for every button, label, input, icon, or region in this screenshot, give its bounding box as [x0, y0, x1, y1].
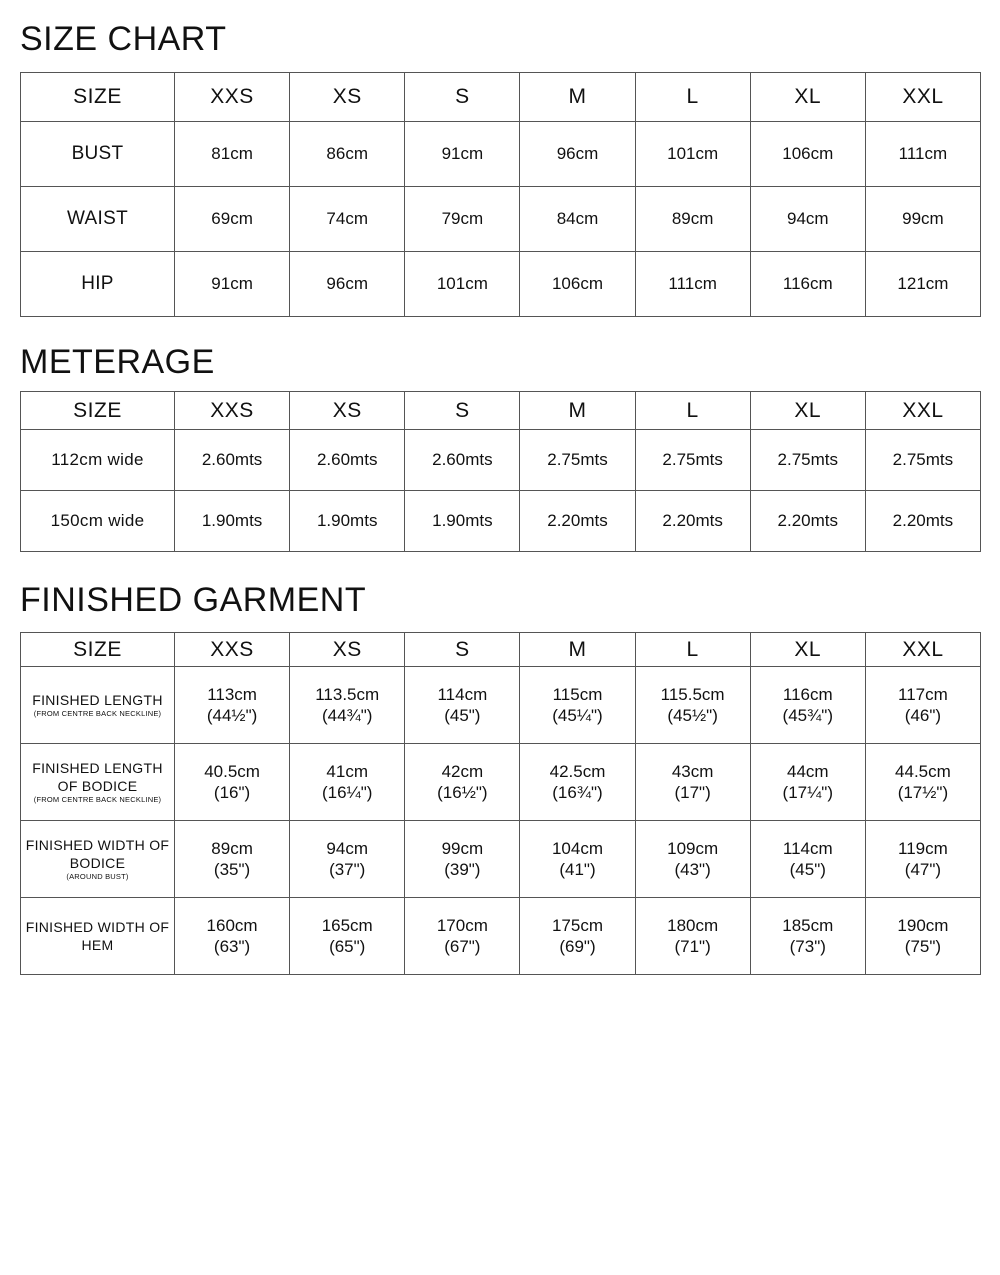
- table-row: [21, 252, 981, 317]
- table-cell: [405, 744, 520, 821]
- header-cell: SIZE: [21, 392, 175, 430]
- table-cell: 2.20mts: [750, 491, 865, 552]
- table-cell: 101cm: [405, 252, 520, 317]
- table-cell: 74cm: [290, 187, 405, 252]
- value-cm: 175cm: [551, 916, 603, 935]
- value-cm: 109cm: [667, 839, 719, 858]
- table-cell: 2.75mts: [520, 430, 635, 491]
- table-cell: [175, 744, 290, 821]
- value-inches: (45¼"): [552, 706, 603, 725]
- table-cell: [865, 744, 980, 821]
- table-row: [21, 122, 981, 187]
- value-inches: (47"): [904, 860, 942, 879]
- table-cell: [520, 898, 635, 975]
- value-inches: (39"): [444, 860, 481, 879]
- table-cell: 121cm: [865, 252, 980, 317]
- header-cell: M: [520, 73, 635, 122]
- table-cell: 89cm: [635, 187, 750, 252]
- value-inches: (69"): [559, 937, 596, 956]
- row-label: WAIST: [21, 187, 175, 252]
- value-inches: (35"): [213, 860, 251, 879]
- value-cm: 44cm: [786, 762, 829, 781]
- table-cell: 96cm: [290, 252, 405, 317]
- header-cell: XL: [750, 392, 865, 430]
- meterage-title: METERAGE: [20, 343, 215, 381]
- row-label: HIP: [21, 252, 175, 317]
- header-cell: XS: [290, 73, 405, 122]
- table-cell: [175, 898, 290, 975]
- table-cell: 91cm: [405, 122, 520, 187]
- value-cm: 89cm: [211, 839, 253, 858]
- size-chart-title: SIZE CHART: [20, 20, 227, 58]
- header-cell: XS: [290, 633, 405, 667]
- header-cell: S: [405, 633, 520, 667]
- value-inches: (45"): [444, 706, 481, 725]
- finished-garment-header: [21, 633, 981, 667]
- table-cell: 111cm: [865, 122, 980, 187]
- finished-garment-body: [21, 667, 981, 975]
- value-inches: (46"): [904, 706, 942, 725]
- value-cm: 42cm: [441, 762, 484, 781]
- table-cell: 1.90mts: [405, 491, 520, 552]
- table-cell: [290, 667, 405, 744]
- table-cell: 111cm: [635, 252, 750, 317]
- header-row: [21, 633, 981, 667]
- header-cell: XL: [750, 633, 865, 667]
- table-cell: [750, 821, 865, 898]
- value-inches: (37"): [329, 860, 366, 879]
- table-cell: [405, 821, 520, 898]
- header-cell: XXS: [175, 73, 290, 122]
- header-cell: XS: [290, 392, 405, 430]
- row-label-text: FINISHED LENGTH: [32, 692, 163, 708]
- value-cm: 41cm: [326, 762, 368, 781]
- row-label-text: FINISHED WIDTH OF HEM: [25, 919, 170, 953]
- value-cm: 165cm: [321, 916, 373, 935]
- row-label-text: FINISHED LENGTH OF BODICE: [32, 760, 163, 794]
- finished-garment-table: [20, 632, 981, 975]
- table-cell: [635, 667, 750, 744]
- header-cell: M: [520, 633, 635, 667]
- table-row: [21, 667, 981, 744]
- value-cm: 190cm: [897, 916, 949, 935]
- table-cell: [865, 667, 980, 744]
- table-cell: [635, 821, 750, 898]
- table-cell: 2.60mts: [405, 430, 520, 491]
- header-row: [21, 73, 981, 122]
- table-row: [21, 187, 981, 252]
- header-cell: XXL: [865, 392, 980, 430]
- header-cell: L: [635, 392, 750, 430]
- table-cell: 2.20mts: [865, 491, 980, 552]
- table-cell: [290, 744, 405, 821]
- value-inches: (17"): [674, 783, 711, 802]
- value-cm: 119cm: [898, 839, 948, 858]
- value-cm: 160cm: [206, 916, 258, 935]
- table-cell: [865, 898, 980, 975]
- value-inches: (75"): [904, 937, 942, 956]
- header-cell: S: [405, 392, 520, 430]
- table-row: [21, 430, 981, 491]
- header-cell: XXS: [175, 392, 290, 430]
- header-cell: SIZE: [21, 73, 175, 122]
- table-cell: 2.60mts: [290, 430, 405, 491]
- table-row: [21, 491, 981, 552]
- meterage-table: [20, 391, 981, 552]
- value-cm: 40.5cm: [204, 762, 260, 781]
- value-cm: 115cm: [552, 685, 603, 704]
- header-cell: XXL: [865, 633, 980, 667]
- value-cm: 180cm: [667, 916, 719, 935]
- table-cell: 2.75mts: [865, 430, 980, 491]
- row-label-note: (FROM CENTRE BACK NECKLINE): [33, 709, 162, 718]
- table-cell: [750, 667, 865, 744]
- table-cell: 2.75mts: [750, 430, 865, 491]
- table-cell: 99cm: [865, 187, 980, 252]
- row-label: [21, 821, 175, 898]
- header-cell: L: [635, 73, 750, 122]
- table-cell: [520, 821, 635, 898]
- value-inches: (45"): [789, 860, 826, 879]
- table-row: [21, 744, 981, 821]
- row-label: 112cm wide: [21, 430, 175, 491]
- table-cell: [175, 821, 290, 898]
- value-cm: 113cm: [207, 685, 257, 704]
- table-cell: [520, 667, 635, 744]
- value-inches: (45¾"): [782, 706, 833, 725]
- row-label: [21, 898, 175, 975]
- header-cell: XL: [750, 73, 865, 122]
- table-cell: 2.75mts: [635, 430, 750, 491]
- value-inches: (16½"): [437, 783, 488, 802]
- value-inches: (65"): [329, 937, 366, 956]
- row-label: [21, 744, 175, 821]
- value-inches: (17½"): [897, 783, 949, 802]
- value-cm: 170cm: [436, 916, 488, 935]
- size-chart-header: [21, 73, 981, 122]
- table-cell: 94cm: [750, 187, 865, 252]
- value-cm: 185cm: [782, 916, 834, 935]
- table-cell: 86cm: [290, 122, 405, 187]
- header-cell: M: [520, 392, 635, 430]
- value-inches: (44½"): [206, 706, 258, 725]
- value-cm: 115.5cm: [660, 685, 725, 704]
- header-cell: S: [405, 73, 520, 122]
- value-cm: 113.5cm: [315, 685, 380, 704]
- finished-garment-title: FINISHED GARMENT: [20, 581, 367, 619]
- value-inches: (73"): [789, 937, 826, 956]
- table-cell: [635, 744, 750, 821]
- row-label: 150cm wide: [21, 491, 175, 552]
- value-cm: 42.5cm: [549, 762, 606, 781]
- value-inches: (63"): [213, 937, 251, 956]
- table-cell: 106cm: [520, 252, 635, 317]
- table-cell: [290, 821, 405, 898]
- value-inches: (41"): [559, 860, 596, 879]
- row-label-note: (AROUND BUST): [66, 872, 129, 881]
- value-inches: (16"): [213, 783, 251, 802]
- table-cell: 101cm: [635, 122, 750, 187]
- table-cell: 106cm: [750, 122, 865, 187]
- value-inches: (16¼"): [321, 783, 373, 802]
- size-chart-table: [20, 72, 981, 317]
- value-cm: 44.5cm: [895, 762, 951, 781]
- value-cm: 104cm: [551, 839, 603, 858]
- table-cell: 81cm: [175, 122, 290, 187]
- header-cell: XXL: [865, 73, 980, 122]
- value-inches: (44¾"): [321, 706, 373, 725]
- table-row: [21, 898, 981, 975]
- table-row: [21, 821, 981, 898]
- header-row: [21, 392, 981, 430]
- value-cm: 116cm: [782, 685, 833, 704]
- table-cell: 2.20mts: [635, 491, 750, 552]
- value-cm: 43cm: [671, 762, 714, 781]
- value-inches: (43"): [674, 860, 711, 879]
- table-cell: 96cm: [520, 122, 635, 187]
- table-cell: 2.60mts: [175, 430, 290, 491]
- table-cell: 1.90mts: [290, 491, 405, 552]
- table-cell: [290, 898, 405, 975]
- table-cell: 91cm: [175, 252, 290, 317]
- meterage-header: [21, 392, 981, 430]
- row-label-text: FINISHED WIDTH OF BODICE: [25, 837, 170, 871]
- value-inches: (17¼"): [782, 783, 833, 802]
- value-cm: 114cm: [782, 839, 833, 858]
- table-cell: 2.20mts: [520, 491, 635, 552]
- value-inches: (67"): [444, 937, 481, 956]
- header-cell: XXS: [175, 633, 290, 667]
- table-cell: [520, 744, 635, 821]
- table-cell: 79cm: [405, 187, 520, 252]
- row-label: BUST: [21, 122, 175, 187]
- row-label-note: (FROM CENTRE BACK NECKLINE): [33, 795, 162, 804]
- value-inches: (45½"): [667, 706, 718, 725]
- header-cell: L: [635, 633, 750, 667]
- table-cell: [750, 744, 865, 821]
- value-inches: (71"): [674, 937, 711, 956]
- header-cell: SIZE: [21, 633, 175, 667]
- value-cm: 99cm: [441, 839, 484, 858]
- table-cell: [750, 898, 865, 975]
- table-cell: 69cm: [175, 187, 290, 252]
- table-cell: 1.90mts: [175, 491, 290, 552]
- table-cell: 84cm: [520, 187, 635, 252]
- value-cm: 114cm: [437, 685, 488, 704]
- table-cell: [175, 667, 290, 744]
- table-cell: [865, 821, 980, 898]
- value-cm: 94cm: [326, 839, 368, 858]
- table-cell: [635, 898, 750, 975]
- value-inches: (16¾"): [552, 783, 603, 802]
- table-cell: [405, 898, 520, 975]
- table-cell: [405, 667, 520, 744]
- table-cell: 116cm: [750, 252, 865, 317]
- row-label: [21, 667, 175, 744]
- value-cm: 117cm: [898, 685, 948, 704]
